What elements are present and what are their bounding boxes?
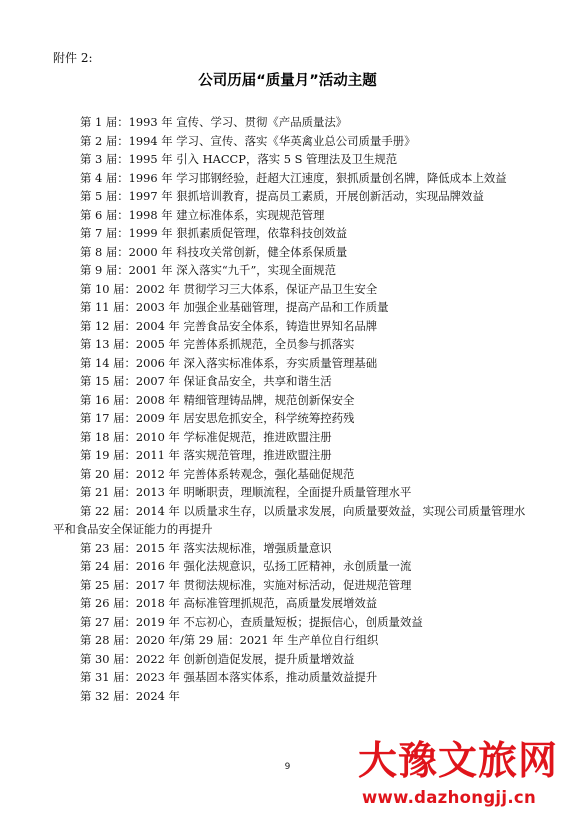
list-item: 第 8 届：2000 年 科技攻关常创新，健全体系保质量: [80, 244, 348, 259]
list-item: 第 14 届：2006 年 深入落实标准体系，夯实质量管理基础: [80, 355, 378, 370]
list-item: 第 17 届：2009 年 居安思危抓安全，科学统筹控药残: [80, 411, 355, 425]
list-item: 第 25 届：2017 年 贯彻法规标准，实施对标活动，促进规范管理: [80, 577, 412, 592]
list-item: 第 3 届：1995 年 引入 HACCP，落实 5 S 管理法及卫生规范: [80, 152, 398, 166]
list-item: 第 11 届：2003 年 加强企业基础管理，提高产品和工作质量: [80, 300, 389, 314]
list-item: 第 12 届：2004 年 完善食品安全体系，铸造世界知名品牌: [80, 318, 378, 333]
theme-list: [53, 113, 533, 705]
attachment-label: 附件 2:: [53, 51, 93, 65]
list-item: 第 20 届：2012 年 完善体系转观念，强化基础促规范: [80, 466, 355, 481]
list-item: 第 30 届：2022 年 创新创造促发展，提升质量增效益: [80, 651, 355, 666]
page-title: 公司历届“质量月”活动主题: [198, 73, 377, 89]
list-item: 第 9 届：2001 年 深入落实“九千”，实现全面规范: [80, 263, 337, 277]
list-item: 第 4 届：1996 年 学习邯钢经验，赶超大江速度，狠抓质量创名牌，降低成本上效益: [80, 170, 507, 185]
list-item: 第 32 届：2024 年: [80, 688, 180, 703]
list-item: 第 26 届：2018 年 高标准管理抓规范，高质量发展增效益: [80, 596, 378, 610]
list-item: 第 22 届：2014 年 以质量求生存，以质量求发展，向质量要效益，实现公司质量管理水平和食品安全保证能力的再提升: [53, 503, 526, 536]
list-item: 第 19 届：2011 年 落实规范管理，推进欧盟注册: [80, 448, 332, 462]
list-item: 第 31 届：2023 年 强基固本落实体系，推动质量效益提升: [80, 670, 378, 684]
list-item: 第 23 届：2015 年 落实法规标准，增强质量意识: [80, 540, 332, 555]
list-item: 第 13 届：2005 年 完善体系抓规范，全员参与抓落实: [80, 337, 355, 351]
list-item: 第 15 届：2007 年 保证食品安全，共享和谐生活: [80, 374, 332, 388]
list-item: 第 27 届：2019 年 不忘初心，查质量短板；提振信心，创质量效益: [80, 614, 423, 629]
list-item: 第 5 届：1997 年 狠抓培训教育，提高员工素质，开展创新活动，实现品牌效益: [80, 189, 484, 203]
list-item: 第 24 届：2016 年 强化法规意识，弘扬工匠精神，永创质量一流: [80, 559, 412, 573]
list-item: 第 21 届：2013 年 明晰职责，理顺流程，全面提升质量管理水平: [80, 485, 412, 499]
list-item: 第 6 届：1998 年 建立标准体系，实现规范管理: [80, 207, 325, 222]
watermark-url: www.dazhongjj.cn: [362, 788, 537, 807]
list-item: 第 18 届：2010 年 学标准促规范，推进欧盟注册: [80, 429, 332, 444]
list-item: 第 7 届：1999 年 狠抓素质促管理，依靠科技创效益: [80, 226, 348, 240]
list-item: 第 16 届：2008 年 精细管理铸品牌，规范创新保安全: [80, 392, 355, 407]
list-item: 第 1 届：1993 年 宣传、学习、贯彻《产品质量法》: [80, 115, 348, 129]
watermark-logo: 大豫文旅网: [358, 739, 559, 784]
list-item: 第 28 届：2020 年/第 29 届：2021 年 生产单位自行组织: [80, 633, 379, 647]
list-item: 第 2 届：1994 年 学习、宣传、落实《华英禽业总公司质量手册》: [80, 133, 416, 148]
list-item: 第 10 届：2002 年 贯彻学习三大体系，保证产品卫生安全: [80, 281, 378, 296]
page-number: 9: [284, 762, 291, 772]
